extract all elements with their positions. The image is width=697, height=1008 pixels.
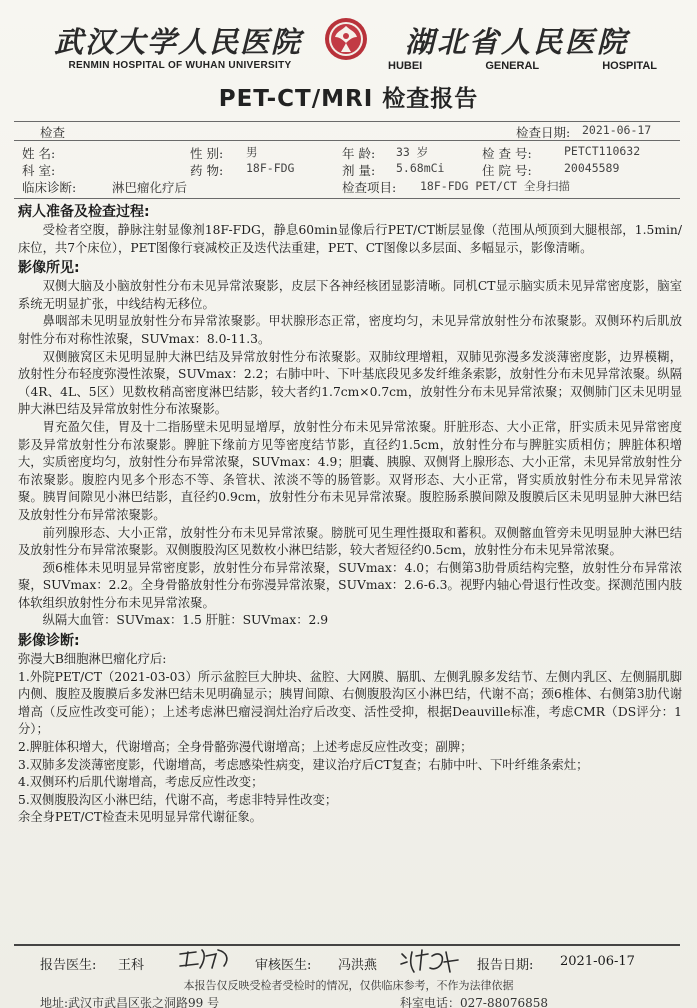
finding-paragraph: 胃充盈欠佳，胃及十二指肠壁未见明显增厚，放射性分布未见异常浓聚。肝脏形态、大小正常，肝实质未见异常密度影及异常放射性分布浓聚影。脾脏下缘前方见等密度结节影，直径约1.5cm，放射性分布与脾脏实质相仿；脾脏体积增大，实质密度均匀，放射性分布异常浓聚，SUVmax：4.9；胆囊、胰腺、双侧肾上腺形态、大小正常，未见异常放射性分布浓聚影。腹腔内见多个形态不等、条管状、浓淡不等的肠管影。双肾形态、大小正常，肾实质放射性分布未见异常浓聚。胰胃间隙见小淋巴结影，直径约0.9cm，放射性分布未见异常浓聚。腹腔肠系膜间隙及腹膜后区未见明显肿大淋巴结及放射性分布异常浓聚影。 — [18, 419, 682, 522]
hospital-right-en-word: HOSPITAL — [602, 60, 657, 72]
info-row — [16, 161, 678, 178]
name-label: 姓 名: — [22, 146, 56, 161]
diagnosis-title: 影像诊断: — [18, 633, 80, 650]
diagnosis-item: 2.脾脏体积增大，代谢增高；全身骨骼弥漫代谢增高；上述考虑反应性改变；副脾； — [18, 740, 473, 755]
disclaimer: 本报告仅反映受检者受检时的情况，仅供临床参考，不作为法律依据 — [183, 979, 514, 992]
finding-paragraph: 颈6椎体未见明显异常密度影，放射性分布异常浓聚，SUVmax：4.0；右侧第3肋骨质结构完整，放射性分布异常浓聚，SUVmax：2.2。全身骨骼放射性分布弥漫异常浓聚，SUVmax：2.6-6.3。视野内轴心骨退行性改变。探测范围内肢体软组织放射性分布未见异常浓聚。 — [18, 560, 682, 610]
item: 18F-FDG PET/CT 全身扫描 — [420, 179, 570, 193]
diag: 淋巴瘤化疗后 — [112, 180, 188, 195]
divider — [14, 121, 680, 122]
reporter: 王科 — [118, 958, 145, 973]
report-header — [0, 0, 697, 78]
age: 33 岁 — [396, 145, 429, 159]
finding-paragraph: 前列腺形态、大小正常，放射性分布未见异常浓聚。膀胱可见生理性摄取和蓄积。双侧髂血管旁未见明显肿大淋巴结及放射性分布异常浓聚影。双侧腹股沟区见数枚小淋巴结影，较大者短径约0.5cm，放射性分布未见异常浓聚。 — [18, 525, 682, 558]
exam-no-label: 检 查 号: — [482, 146, 532, 161]
prep-title: 病人准备及检查过程: — [18, 204, 150, 220]
gender-label: 性 别: — [190, 146, 224, 161]
reviewer: 冯洪燕 — [338, 958, 378, 973]
report-footer — [0, 950, 697, 1008]
info-row — [16, 144, 678, 161]
prep-text: 受检者空腹，静脉注射显像剂18F-FDG，静息60min显像后行PET/CT断层显像（范围从颅顶到大腿根部，1.5min/床位，共7个床位），PET图像行衰减校正及迭代法重建，PET、CT图像以多层面、多幅显示，影像清晰。 — [18, 223, 682, 255]
dose-label: 剂 量: — [342, 163, 376, 178]
hosp-no-label: 住 院 号: — [482, 163, 532, 178]
diagnosis-item: 余全身PET/CT检查未见明显异常代谢征象。 — [18, 810, 262, 825]
diagnosis-item: 1.外院PET/CT（2021-03-03）所示盆腔巨大肿块、盆腔、大网膜、膈肌、左侧乳腺多发结节、左侧内乳区、左侧膈肌脚内侧、腹腔及腹膜后多发淋巴结未见明确显示；胰胃间隙、右侧腹股沟区小淋巴结，代谢不高；颈6椎体、右侧第3肋代谢增高（反应性改变可能）；上述考虑淋巴瘤浸润灶治疗后改变、活性受抑，根据Deauville标准，考虑CMR（DS评分：1分）； — [18, 669, 682, 737]
finding-paragraph: 鼻咽部未见明显放射性分布异常浓聚影。甲状腺形态正常，密度均匀，未见异常放射性分布浓聚影。双侧环杓后肌放射性分布对称性浓聚，SUVmax：8.0-11.3。 — [18, 314, 682, 346]
findings-title: 影像所见: — [18, 260, 80, 277]
finding-paragraph: 双侧腋窝区未见明显肿大淋巴结及异常放射性分布浓聚影。双肺纹理增粗，双肺见弥漫多发淡薄密度影，边界模糊，放射性分布轻度弥漫性浓聚，SUVmax：2.2；右肺中叶、下叶基底段见多发纤维条索影，放射性分布未见异常浓聚。纵隔（4R、4L、5区）见数枚稍高密度淋巴结影，较大者约1.7cm×0.7cm，放射性分布未见异常浓聚；双侧肺门区未见明显肿大淋巴结及异常放射性分布浓聚影。 — [18, 349, 682, 417]
reporter-label: 报告医生: — [40, 958, 97, 973]
diagnosis-item: 5.双侧腹股沟区小淋巴结，代谢不高，考虑非特异性改变； — [18, 792, 338, 807]
check-date-label: 检查日期: — [516, 125, 571, 140]
age-label: 年 龄: — [342, 146, 376, 161]
hospital-left-name: 武汉大学人民医院 — [53, 25, 302, 59]
report-title: PET-CT/MRI 检查报告 — [218, 86, 479, 112]
diagnosis-intro: 弥漫大B细胞淋巴瘤化疗后: — [18, 652, 167, 667]
info-row — [16, 178, 678, 195]
hospital-right-en-word: HUBEI — [388, 60, 423, 72]
finding-paragraph: 纵隔大血管：SUVmax：1.5 肝脏：SUVmax：2.9 — [42, 613, 329, 628]
drug-label: 药 物: — [190, 163, 224, 178]
address: 地址:武汉市武昌区张之洞路99 号 — [40, 996, 220, 1008]
info-row — [16, 123, 678, 140]
divider — [14, 140, 680, 141]
report-body — [18, 203, 682, 827]
diagnosis-item: 3.双肺多发淡薄密度影，代谢增高，考虑感染性病变，建议治疗后CT复查；右肺中叶、下叶纤维条索灶； — [18, 757, 589, 772]
check-label: 检查 — [40, 125, 66, 140]
exam-no: PETCT110632 — [564, 144, 641, 158]
finding-paragraph: 双侧大脑及小脑放射性分布未见异常浓聚影，皮层下各神经核团显影清晰。同机CT显示脑实质未见异常密度影，脑室系统无明显扩张，中线结构无移位。 — [18, 279, 682, 311]
report-date: 2021-06-17 — [560, 954, 635, 969]
hospital-right-en-word: GENERAL — [485, 60, 540, 72]
gender: 男 — [246, 145, 258, 159]
item-label: 检查项目: — [342, 180, 397, 195]
hospital-right-en — [380, 60, 665, 72]
dose: 5.68mCi — [396, 161, 445, 175]
ward-label: 科 室: — [22, 163, 56, 178]
diag-label: 临床诊断: — [22, 180, 77, 195]
check-date: 2021-06-17 — [582, 123, 652, 137]
divider — [14, 944, 680, 946]
reviewer-signature-icon — [398, 946, 462, 976]
phone: 科室电话：027-88076858 — [400, 996, 549, 1008]
hospital-logo-icon — [323, 16, 369, 62]
reporter-signature-icon — [176, 944, 236, 972]
drug: 18F-FDG — [246, 161, 295, 175]
report-date-label: 报告日期: — [477, 958, 534, 973]
hospital-left-en: RENMIN HOSPITAL OF WUHAN UNIVERSITY — [68, 60, 292, 71]
signature-row — [0, 950, 697, 974]
hospital-right-name: 湖北省人民医院 — [404, 25, 629, 59]
divider — [14, 198, 680, 199]
diagnosis-item: 4.双侧环杓后肌代谢增高，考虑反应性改变； — [18, 775, 264, 790]
hosp-no: 20045589 — [564, 161, 620, 175]
reviewer-label: 审核医生: — [255, 958, 312, 973]
